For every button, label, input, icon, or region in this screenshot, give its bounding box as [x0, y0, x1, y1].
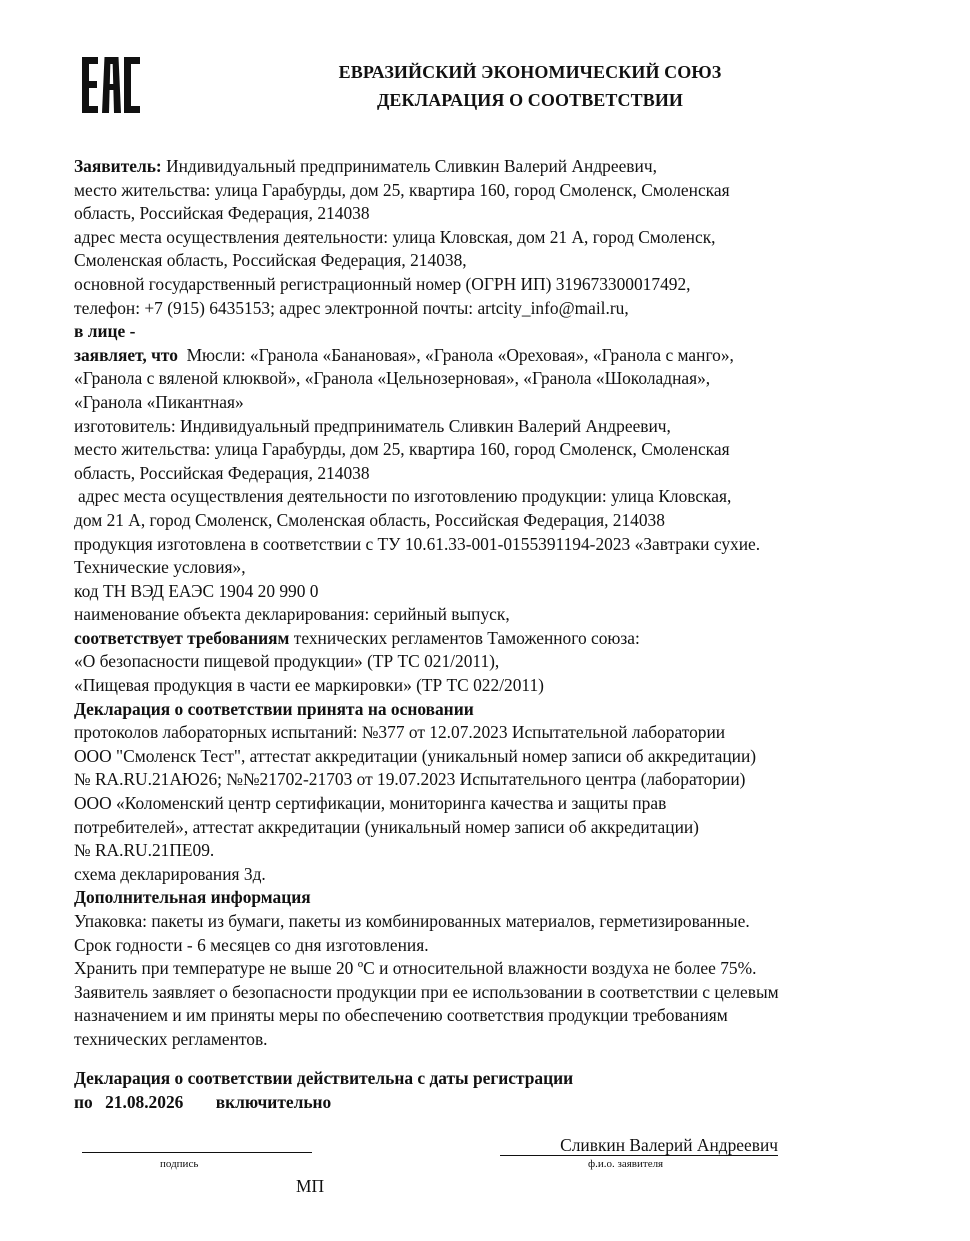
manufacturer-production-1: адрес места осуществления деятельности по изготовлению продукции: улица Кловская, [78, 486, 732, 507]
basis-line-2: ООО "Смоленск Тест", аттестат аккредитации (уникальный номер записи об аккредитации) [74, 745, 757, 766]
applicant-label: Заявитель: [74, 156, 162, 176]
document-header [300, 58, 760, 114]
applicant-line [74, 155, 894, 179]
union-title: ЕВРАЗИЙСКИЙ ЭКОНОМИЧЕСКИЙ СОЮЗ [338, 62, 722, 82]
validity-date: 21.08.2026 [105, 1092, 184, 1112]
applicant-activity-1: адрес места осуществления деятельности: улица Кловская, дом 21 А, город Смоленск, [74, 226, 716, 247]
regulation-1: «О безопасности пищевой продукции» (ТР ТС 021/2011), [74, 651, 500, 672]
manufacturer-code: код ТН ВЭД ЕАЭС 1904 20 990 0 [74, 580, 319, 601]
manufacturer-name: изготовитель: Индивидуальный предприниматель Сливкин Валерий Андреевич, [74, 415, 671, 436]
manufacturer-residence-1: место жительства: улица Гарабурды, дом 25, квартира 160, город Смоленск, Смоленская [74, 439, 730, 460]
basis-scheme: схема декларирования 3д. [74, 863, 266, 884]
manufacturer-object: наименование объекта декларирования: серийный выпуск, [74, 604, 510, 625]
additional-packaging: Упаковка: пакеты из бумаги, пакеты из комбинированных материалов, герметизированные. [74, 911, 750, 931]
products-1: Мюсли: «Гранола «Банановая», «Гранола «Ореховая», «Гранола с манго», [186, 344, 734, 365]
products-2: «Гранола с вяленой клюквой», «Гранола «Цельнозерновая», «Гранола «Шоколадная», [74, 368, 711, 389]
manufacturer-tu-1: продукция изготовлена в соответствии с ТУ 10.61.33-001-0155391194-2023 «Завтраки сухие. [74, 533, 761, 554]
applicant-activity-2: Смоленская область, Российская Федерация, 214038, [74, 250, 467, 271]
validity-line-2 [74, 1090, 573, 1114]
applicant-full-name: Сливкин Валерий Андреевич [500, 1135, 778, 1156]
declaration-body [74, 155, 894, 1052]
full-name-caption: ф.и.о. заявителя [588, 1158, 664, 1170]
basis-line-5: потребителей», аттестат аккредитации (уникальный номер записи об аккредитации) [74, 816, 699, 837]
manufacturer-production-2: дом 21 А, город Смоленск, Смоленская область, Российская Федерация, 214038 [74, 509, 665, 530]
basis-line-3: № RA.RU.21АЮ26; №№21702-21703 от 19.07.2023 Испытательного центра (лаборатории) [74, 769, 746, 790]
declares-line [74, 344, 894, 368]
validity-prefix: по [74, 1092, 93, 1112]
declaration-title: ДЕКЛАРАЦИЯ О СООТВЕТСТВИИ [376, 90, 684, 110]
products-3: «Гранола «Пикантная» [74, 391, 244, 412]
complies-text: технических регламентов Таможенного союза: [293, 627, 640, 648]
applicant-in-person: в лице - [74, 321, 136, 342]
basis-label: Декларация о соответствии принята на основании [74, 698, 474, 719]
complies-line [74, 627, 894, 651]
additional-statement-2: назначением и им приняты меры по обеспечению соответствия продукции требованиям [74, 1005, 728, 1026]
basis-line-6: № RA.RU.21ПЕ09. [74, 840, 215, 861]
validity-line-1: Декларация о соответствии действительна с даты регистрации [74, 1068, 574, 1088]
additional-statement-3: технических регламентов. [74, 1028, 268, 1049]
applicant-residence-2: область, Российская Федерация, 214038 [74, 203, 370, 224]
complies-label: соответствует требованиям [74, 627, 290, 648]
applicant-ogrn: основной государственный регистрационный номер (ОГРН ИП) 319673300017492, [74, 273, 691, 294]
basis-line-1: протоколов лабораторных испытаний: №377 от 12.07.2023 Испытательной лаборатории [74, 722, 726, 743]
regulation-2: «Пищевая продукция в части ее маркировки» (ТР ТС 022/2011) [74, 675, 544, 696]
additional-storage: Хранить при температуре не выше 20 ºС и относительной влажности воздуха не более 75%. [74, 958, 757, 979]
manufacturer-tu-2: Технические условия», [74, 557, 246, 578]
additional-shelf-life: Срок годности - 6 месяцев со дня изготовления. [74, 934, 429, 955]
manufacturer-residence-2: область, Российская Федерация, 214038 [74, 462, 370, 483]
basis-line-4: ООО «Коломенский центр сертификации, мониторинга качества и защиты прав [74, 793, 667, 814]
stamp-place: МП [296, 1176, 325, 1196]
applicant-residence-1: место жительства: улица Гарабурды, дом 25, квартира 160, город Смоленск, Смоленская [74, 179, 730, 200]
eac-logo [80, 55, 142, 115]
validity-block [74, 1066, 573, 1114]
declares-label: заявляет, что [74, 344, 178, 365]
additional-label: Дополнительная информация [74, 887, 311, 908]
applicant-contacts: телефон: +7 (915) 6435153; адрес электронной почты: artcity_info@mail.ru, [74, 297, 629, 318]
signature-caption: подпись [160, 1158, 199, 1170]
validity-suffix: включительно [215, 1092, 332, 1112]
applicant-name: Индивидуальный предприниматель Сливкин Валерий Андреевич, [166, 156, 657, 176]
signature-line [82, 1152, 312, 1153]
additional-statement-1: Заявитель заявляет о безопасности продукции при ее использовании в соответствии с целевым [74, 981, 779, 1002]
